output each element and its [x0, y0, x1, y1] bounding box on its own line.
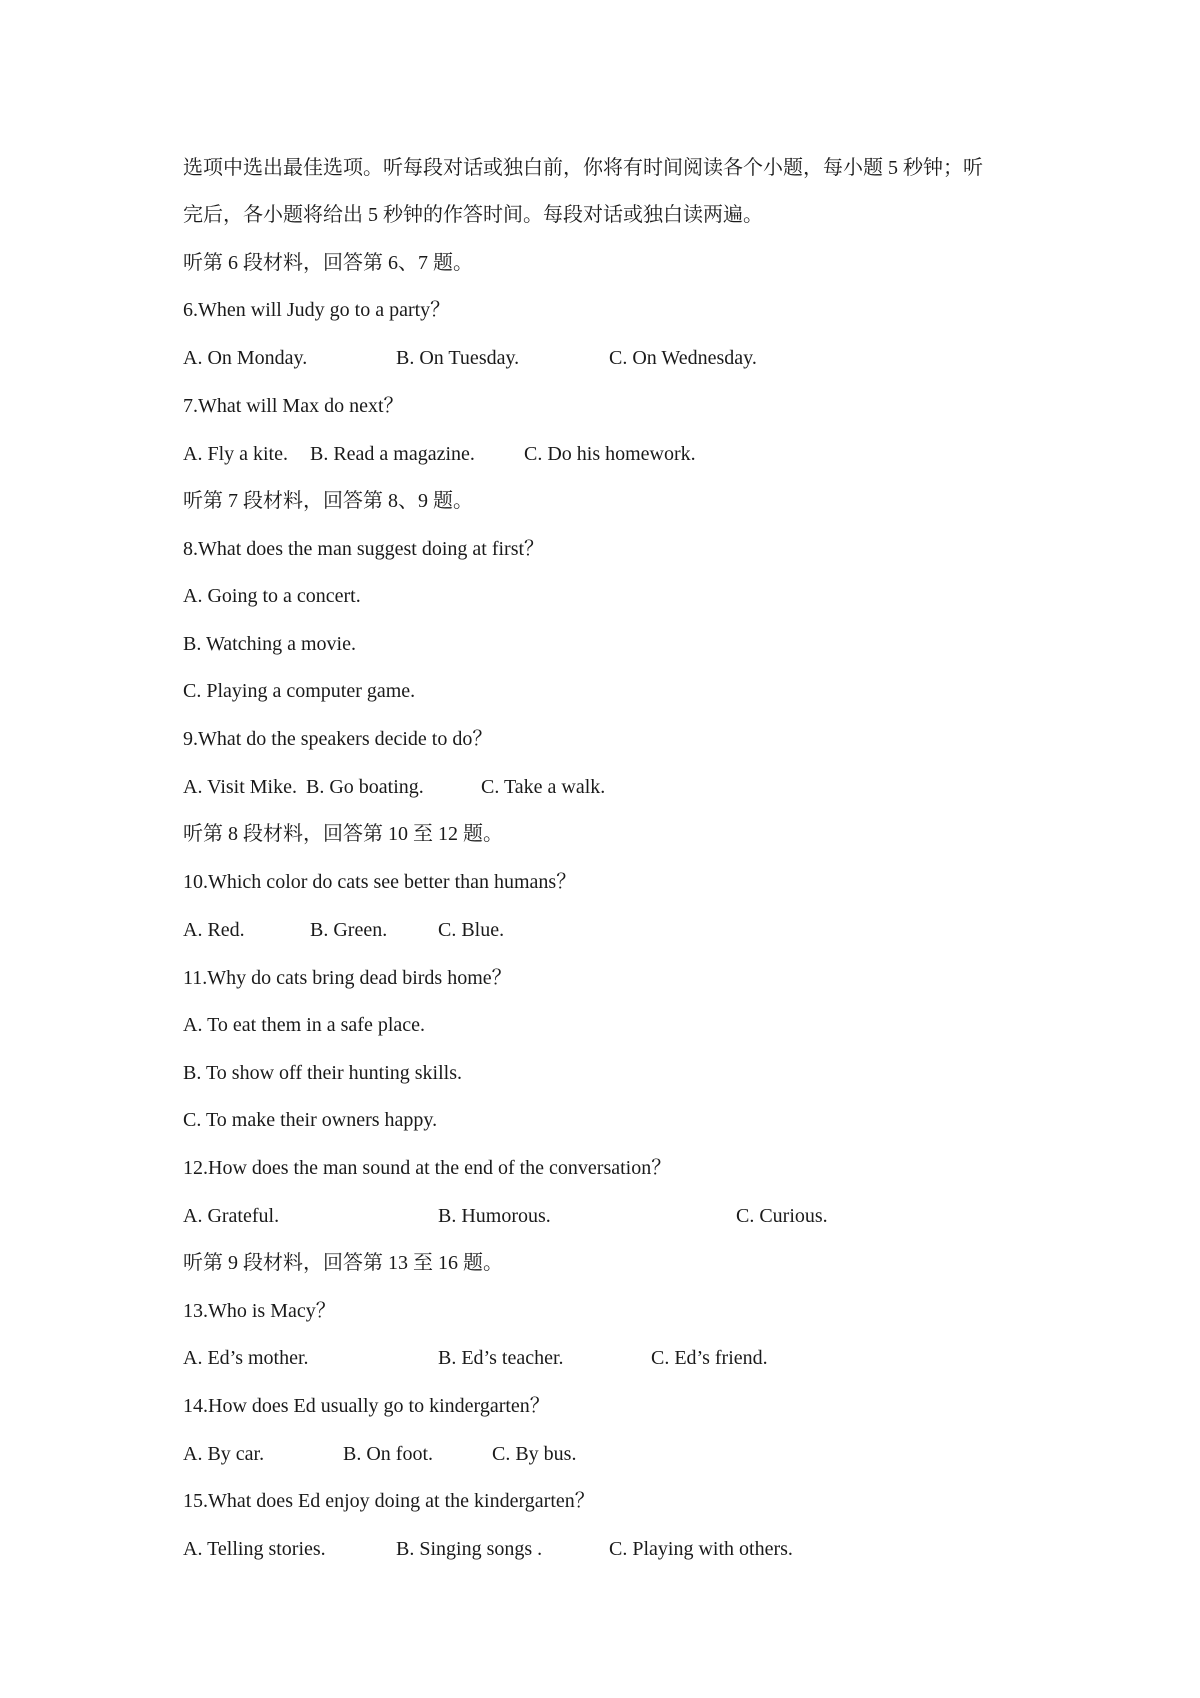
option-c: C. Playing with others. [609, 1538, 793, 1560]
option-a: A. By car. [183, 1443, 265, 1465]
option-c: C. Blue. [438, 919, 505, 941]
section-heading-7: 听第 7 段材料，回答第 8、9 题。 [183, 490, 473, 512]
option-c: C. Take a walk. [481, 776, 606, 798]
question-11-option-c: C. To make their owners happy. [183, 1109, 438, 1131]
question-8-option-c: C. Playing a computer game. [183, 680, 416, 702]
question-11-option-b: B. To show off their hunting skills. [183, 1062, 462, 1084]
instruction-line-1: 选项中选出最佳选项。听每段对话或独白前，你将有时间阅读各个小题，每小题 5 秒钟；听 [183, 157, 983, 179]
option-a: A. Grateful. [183, 1205, 280, 1227]
question-11: 11.Why do cats bring dead birds home？ [183, 967, 512, 989]
option-c: C. Ed’s friend. [651, 1347, 768, 1369]
question-6-options [0, 346, 1200, 370]
question-15-options [0, 1537, 1200, 1561]
option-b: B. Read a magazine. [310, 443, 475, 465]
question-8-option-b: B. Watching a movie. [183, 633, 356, 655]
question-12-options [0, 1204, 1200, 1228]
option-a: A. Fly a kite. [183, 443, 288, 465]
question-10-options [0, 918, 1200, 942]
question-7: 7.What will Max do next？ [183, 395, 404, 417]
option-a: A. Visit Mike. [183, 776, 297, 798]
question-9-options [0, 775, 1200, 799]
option-b: B. Green. [310, 919, 388, 941]
question-12: 12.How does the man sound at the end of the conversation？ [183, 1157, 672, 1179]
question-14: 14.How does Ed usually go to kindergarten？ [183, 1395, 550, 1417]
question-6: 6.When will Judy go to a party？ [183, 299, 451, 321]
question-10: 10.Which color do cats see better than humans？ [183, 871, 577, 893]
option-c: C. On Wednesday. [609, 347, 757, 369]
option-c: C. By bus. [492, 1443, 577, 1465]
question-13: 13.Who is Macy？ [183, 1300, 336, 1322]
option-b: B. Go boating. [306, 776, 424, 798]
option-c: C. Do his homework. [524, 443, 696, 465]
option-b: B. Humorous. [438, 1205, 551, 1227]
option-a: A. Red. [183, 919, 245, 941]
question-15: 15.What does Ed enjoy doing at the kindergarten？ [183, 1490, 595, 1512]
option-b: B. On foot. [343, 1443, 433, 1465]
question-11-option-a: A. To eat them in a safe place. [183, 1014, 426, 1036]
section-heading-8: 听第 8 段材料，回答第 10 至 12 题。 [183, 823, 503, 845]
option-b: B. Singing songs . [396, 1538, 543, 1560]
option-a: A. Telling stories. [183, 1538, 326, 1560]
option-a: A. On Monday. [183, 347, 308, 369]
question-8-option-a: A. Going to a concert. [183, 585, 361, 607]
question-13-options [0, 1346, 1200, 1370]
section-heading-6: 听第 6 段材料，回答第 6、7 题。 [183, 252, 473, 274]
instruction-line-2: 完后，各小题将给出 5 秒钟的作答时间。每段对话或独白读两遍。 [183, 204, 763, 226]
option-a: A. Ed’s mother. [183, 1347, 309, 1369]
question-14-options [0, 1442, 1200, 1466]
question-9: 9.What do the speakers decide to do？ [183, 728, 493, 750]
option-c: C. Curious. [736, 1205, 828, 1227]
question-7-options [0, 442, 1200, 466]
question-8: 8.What does the man suggest doing at first？ [183, 538, 545, 560]
option-b: B. Ed’s teacher. [438, 1347, 564, 1369]
section-heading-9: 听第 9 段材料，回答第 13 至 16 题。 [183, 1252, 503, 1274]
option-b: B. On Tuesday. [396, 347, 520, 369]
